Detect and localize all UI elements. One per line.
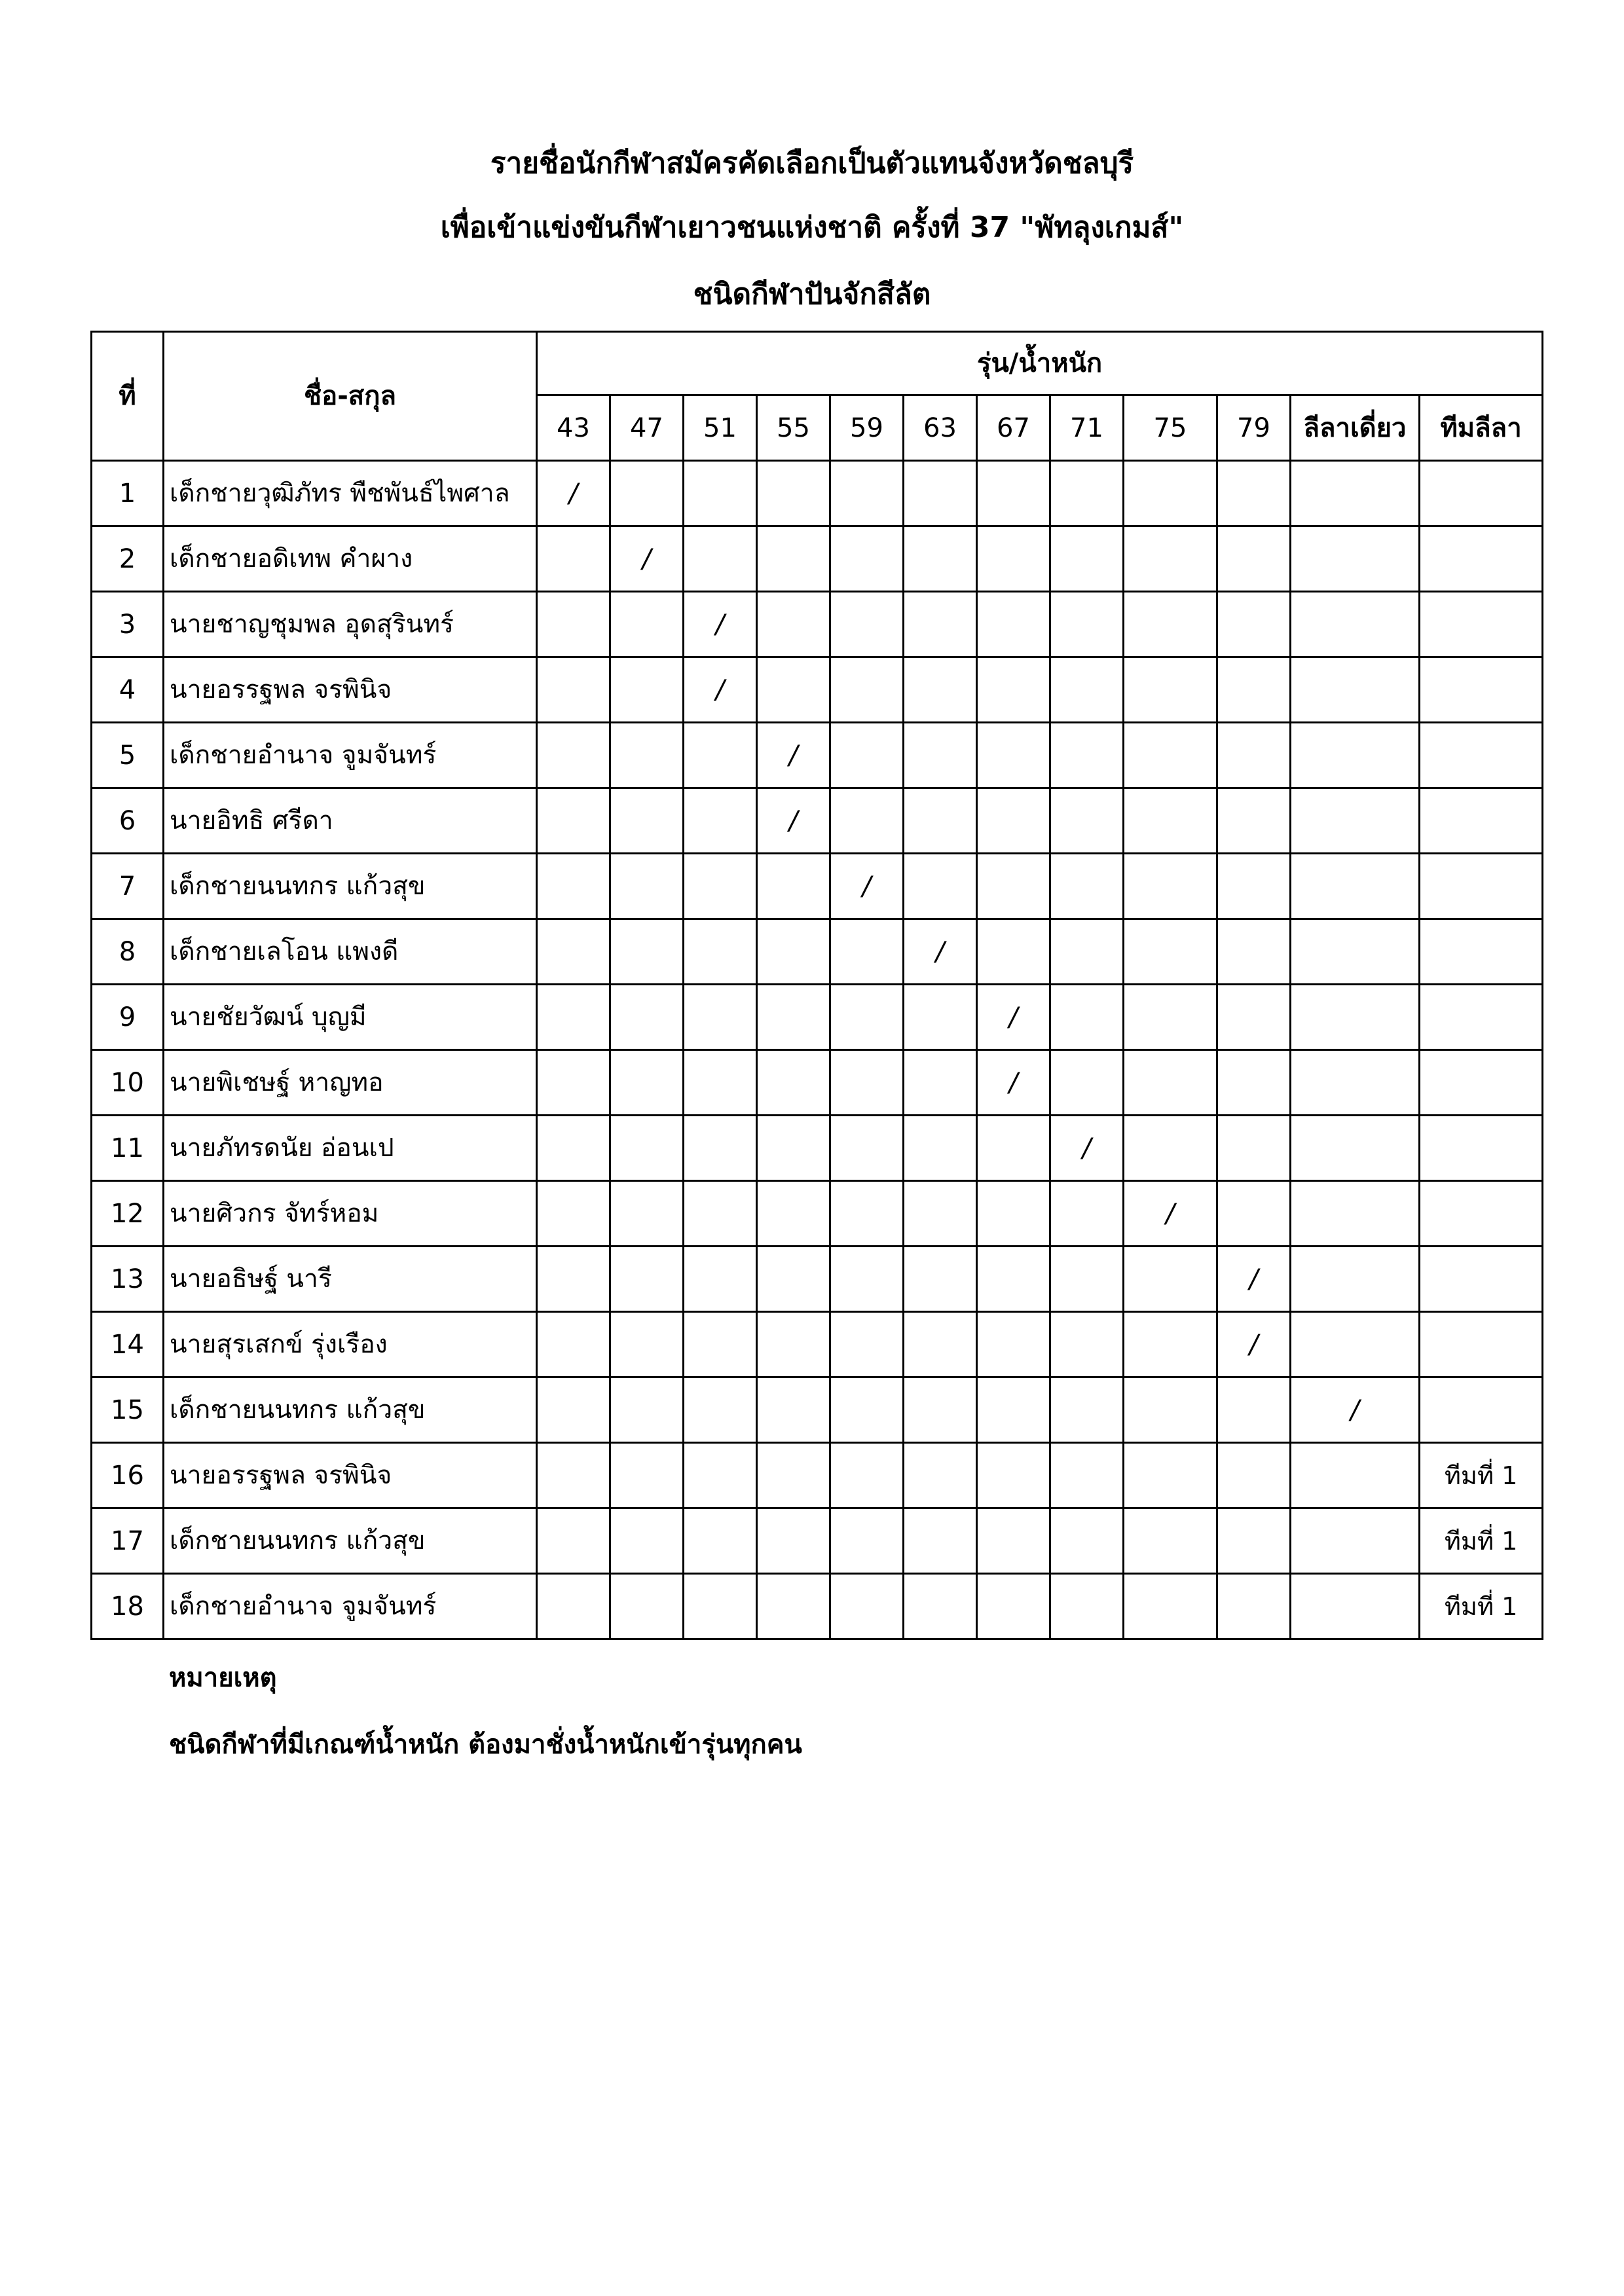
table-row — [92, 854, 1543, 919]
empty-cell — [904, 1050, 977, 1116]
empty-cell — [537, 1312, 610, 1377]
empty-cell — [1420, 1050, 1543, 1116]
class-check-mark: / — [830, 854, 904, 919]
empty-cell — [1217, 788, 1291, 854]
empty-cell — [977, 1116, 1050, 1181]
athlete-name: นายอธิษฐ์ นารี — [164, 1247, 537, 1312]
empty-cell — [1050, 1508, 1124, 1574]
empty-cell — [904, 985, 977, 1050]
header-class: 79 — [1217, 395, 1291, 461]
athlete-name: เด็กชายอำนาจ จูมจันทร์ — [164, 1574, 537, 1639]
notes-heading: หมายเหตุ — [169, 1663, 277, 1693]
empty-cell — [1291, 854, 1420, 919]
row-number: 17 — [92, 1508, 164, 1574]
athlete-name: เด็กชายอำนาจ จูมจันทร์ — [164, 723, 537, 788]
empty-cell — [1420, 526, 1543, 592]
empty-cell — [537, 854, 610, 919]
empty-cell — [1217, 1377, 1291, 1443]
empty-cell — [1217, 854, 1291, 919]
empty-cell — [610, 1443, 684, 1508]
empty-cell — [977, 592, 1050, 657]
class-check-mark: / — [1217, 1247, 1291, 1312]
empty-cell — [1050, 788, 1124, 854]
empty-cell — [1050, 1377, 1124, 1443]
empty-cell — [610, 1312, 684, 1377]
table-row — [92, 592, 1543, 657]
class-check-mark: / — [757, 788, 830, 854]
empty-cell — [977, 723, 1050, 788]
empty-cell — [757, 1116, 830, 1181]
table-row — [92, 1050, 1543, 1116]
empty-cell — [537, 1377, 610, 1443]
header-weight-class-group: รุ่น/น้ำหนัก — [537, 332, 1543, 395]
empty-cell — [1420, 985, 1543, 1050]
empty-cell — [904, 1574, 977, 1639]
empty-cell — [1291, 1050, 1420, 1116]
table-row — [92, 1508, 1543, 1574]
table-row — [92, 526, 1543, 592]
empty-cell — [1124, 1247, 1217, 1312]
empty-cell — [684, 1247, 757, 1312]
empty-cell — [684, 854, 757, 919]
empty-cell — [610, 461, 684, 526]
empty-cell — [537, 1050, 610, 1116]
row-number: 2 — [92, 526, 164, 592]
class-check-mark: / — [1050, 1116, 1124, 1181]
empty-cell — [1217, 1116, 1291, 1181]
athlete-name: นายพิเชษฐ์ หาญทอ — [164, 1050, 537, 1116]
empty-cell — [1124, 1050, 1217, 1116]
header-class: 59 — [830, 395, 904, 461]
empty-cell — [830, 526, 904, 592]
empty-cell — [537, 985, 610, 1050]
empty-cell — [1291, 1312, 1420, 1377]
empty-cell — [977, 461, 1050, 526]
empty-cell — [684, 1508, 757, 1574]
empty-cell — [977, 1443, 1050, 1508]
class-check-mark: / — [537, 461, 610, 526]
empty-cell — [757, 1508, 830, 1574]
header-class: 43 — [537, 395, 610, 461]
empty-cell — [1124, 1312, 1217, 1377]
empty-cell — [830, 1050, 904, 1116]
empty-cell — [684, 1050, 757, 1116]
empty-cell — [757, 1443, 830, 1508]
empty-cell — [830, 919, 904, 985]
empty-cell — [537, 919, 610, 985]
empty-cell — [1050, 657, 1124, 723]
empty-cell — [830, 1443, 904, 1508]
class-check-mark: / — [1217, 1312, 1291, 1377]
empty-cell — [977, 1312, 1050, 1377]
empty-cell — [610, 1508, 684, 1574]
team-assignment: ทีมที่ 1 — [1420, 1508, 1543, 1574]
header-class: ทีมลีลา — [1420, 395, 1543, 461]
empty-cell — [904, 592, 977, 657]
empty-cell — [977, 788, 1050, 854]
empty-cell — [1217, 1443, 1291, 1508]
empty-cell — [610, 723, 684, 788]
empty-cell — [1217, 461, 1291, 526]
header-class: 75 — [1124, 395, 1217, 461]
row-number: 7 — [92, 854, 164, 919]
empty-cell — [1420, 657, 1543, 723]
table-row — [92, 1116, 1543, 1181]
athlete-name: นายอรรฐพล จรพินิจ — [164, 1443, 537, 1508]
empty-cell — [904, 461, 977, 526]
empty-cell — [537, 592, 610, 657]
empty-cell — [684, 919, 757, 985]
empty-cell — [757, 1312, 830, 1377]
row-number: 6 — [92, 788, 164, 854]
empty-cell — [1420, 461, 1543, 526]
empty-cell — [757, 1247, 830, 1312]
empty-cell — [610, 1050, 684, 1116]
empty-cell — [1420, 1116, 1543, 1181]
empty-cell — [1420, 919, 1543, 985]
header-name: ชื่อ-สกุล — [164, 332, 537, 461]
empty-cell — [1420, 592, 1543, 657]
empty-cell — [1050, 985, 1124, 1050]
class-check-mark: / — [977, 1050, 1050, 1116]
empty-cell — [904, 1247, 977, 1312]
empty-cell — [1217, 1508, 1291, 1574]
empty-cell — [1420, 1312, 1543, 1377]
empty-cell — [830, 723, 904, 788]
empty-cell — [1291, 1443, 1420, 1508]
empty-cell — [610, 1377, 684, 1443]
roster-body — [92, 461, 1543, 1639]
class-check-mark: / — [757, 723, 830, 788]
row-number: 9 — [92, 985, 164, 1050]
empty-cell — [1291, 1574, 1420, 1639]
class-check-mark: / — [684, 657, 757, 723]
empty-cell — [1050, 526, 1124, 592]
empty-cell — [684, 526, 757, 592]
empty-cell — [684, 461, 757, 526]
row-number: 13 — [92, 1247, 164, 1312]
row-number: 8 — [92, 919, 164, 985]
row-number: 4 — [92, 657, 164, 723]
row-number: 18 — [92, 1574, 164, 1639]
empty-cell — [1217, 592, 1291, 657]
empty-cell — [684, 788, 757, 854]
empty-cell — [904, 1116, 977, 1181]
empty-cell — [1420, 788, 1543, 854]
empty-cell — [1291, 1508, 1420, 1574]
empty-cell — [1217, 919, 1291, 985]
empty-cell — [1124, 919, 1217, 985]
row-number: 16 — [92, 1443, 164, 1508]
empty-cell — [1050, 1050, 1124, 1116]
empty-cell — [977, 854, 1050, 919]
empty-cell — [1217, 526, 1291, 592]
empty-cell — [610, 657, 684, 723]
empty-cell — [1124, 592, 1217, 657]
empty-cell — [1124, 1508, 1217, 1574]
empty-cell — [1050, 1574, 1124, 1639]
empty-cell — [1124, 1116, 1217, 1181]
empty-cell — [757, 1574, 830, 1639]
athlete-name: นายสุรเสกข์ รุ่งเรือง — [164, 1312, 537, 1377]
sport-type-heading: ชนิดกีฬาปันจักสีลัต — [693, 278, 931, 311]
empty-cell — [977, 1247, 1050, 1312]
empty-cell — [1291, 1116, 1420, 1181]
empty-cell — [904, 723, 977, 788]
empty-cell — [830, 592, 904, 657]
empty-cell — [1420, 1247, 1543, 1312]
empty-cell — [1217, 723, 1291, 788]
table-row — [92, 657, 1543, 723]
table-row — [92, 919, 1543, 985]
empty-cell — [684, 985, 757, 1050]
empty-cell — [757, 657, 830, 723]
table-row — [92, 723, 1543, 788]
empty-cell — [904, 1443, 977, 1508]
empty-cell — [1217, 657, 1291, 723]
empty-cell — [1050, 1181, 1124, 1247]
table-row — [92, 461, 1543, 526]
empty-cell — [977, 657, 1050, 723]
empty-cell — [904, 1312, 977, 1377]
empty-cell — [830, 1181, 904, 1247]
table-row — [92, 1181, 1543, 1247]
empty-cell — [610, 985, 684, 1050]
empty-cell — [1291, 461, 1420, 526]
empty-cell — [537, 657, 610, 723]
document-title: รายชื่อนักกีฬาสมัครคัดเลือกเป็นตัวแทนจังหวัดชลบุรี — [490, 147, 1134, 180]
empty-cell — [830, 985, 904, 1050]
athlete-name: นายอิทธิ ศรีดา — [164, 788, 537, 854]
header-no: ที่ — [92, 332, 164, 461]
empty-cell — [757, 985, 830, 1050]
empty-cell — [1124, 461, 1217, 526]
empty-cell — [537, 1116, 610, 1181]
empty-cell — [757, 526, 830, 592]
athlete-name: เด็กชายนนทกร แก้วสุข — [164, 1377, 537, 1443]
empty-cell — [1217, 1574, 1291, 1639]
header-class: 67 — [977, 395, 1050, 461]
empty-cell — [1291, 919, 1420, 985]
athlete-name: นายศิวกร จัทร์หอม — [164, 1181, 537, 1247]
empty-cell — [830, 1508, 904, 1574]
empty-cell — [610, 1247, 684, 1312]
empty-cell — [904, 657, 977, 723]
empty-cell — [537, 788, 610, 854]
athlete-name: เด็กชายอดิเทพ คำผาง — [164, 526, 537, 592]
row-number: 11 — [92, 1116, 164, 1181]
class-check-mark: / — [684, 592, 757, 657]
empty-cell — [1420, 854, 1543, 919]
empty-cell — [610, 788, 684, 854]
table-row — [92, 985, 1543, 1050]
table-row — [92, 1377, 1543, 1443]
table-row — [92, 1247, 1543, 1312]
empty-cell — [1291, 1181, 1420, 1247]
empty-cell — [610, 1181, 684, 1247]
empty-cell — [1050, 1312, 1124, 1377]
empty-cell — [1291, 1247, 1420, 1312]
athlete-name: เด็กชายนนทกร แก้วสุข — [164, 1508, 537, 1574]
empty-cell — [1124, 1377, 1217, 1443]
empty-cell — [977, 1508, 1050, 1574]
empty-cell — [757, 1050, 830, 1116]
athlete-name: นายภัทรดนัย อ่อนเป — [164, 1116, 537, 1181]
empty-cell — [1124, 1443, 1217, 1508]
empty-cell — [537, 1443, 610, 1508]
empty-cell — [757, 1377, 830, 1443]
header-class: 63 — [904, 395, 977, 461]
empty-cell — [1124, 788, 1217, 854]
table-row — [92, 1312, 1543, 1377]
row-number: 3 — [92, 592, 164, 657]
team-assignment: ทีมที่ 1 — [1420, 1574, 1543, 1639]
empty-cell — [1420, 723, 1543, 788]
empty-cell — [684, 1116, 757, 1181]
empty-cell — [1291, 985, 1420, 1050]
empty-cell — [757, 854, 830, 919]
empty-cell — [1291, 788, 1420, 854]
row-number: 5 — [92, 723, 164, 788]
empty-cell — [1050, 919, 1124, 985]
class-check-mark: / — [904, 919, 977, 985]
class-check-mark: / — [1291, 1377, 1420, 1443]
row-number: 12 — [92, 1181, 164, 1247]
header-class: 51 — [684, 395, 757, 461]
empty-cell — [1050, 1247, 1124, 1312]
empty-cell — [977, 1377, 1050, 1443]
empty-cell — [757, 1181, 830, 1247]
empty-cell — [1291, 657, 1420, 723]
empty-cell — [757, 461, 830, 526]
empty-cell — [830, 461, 904, 526]
row-number: 10 — [92, 1050, 164, 1116]
empty-cell — [904, 1181, 977, 1247]
empty-cell — [537, 1181, 610, 1247]
empty-cell — [904, 1377, 977, 1443]
empty-cell — [684, 1181, 757, 1247]
empty-cell — [1124, 657, 1217, 723]
row-number: 1 — [92, 461, 164, 526]
empty-cell — [904, 526, 977, 592]
empty-cell — [610, 1574, 684, 1639]
empty-cell — [977, 1181, 1050, 1247]
header-class: 47 — [610, 395, 684, 461]
empty-cell — [830, 1247, 904, 1312]
empty-cell — [1217, 985, 1291, 1050]
empty-cell — [1050, 461, 1124, 526]
empty-cell — [1124, 723, 1217, 788]
empty-cell — [830, 657, 904, 723]
empty-cell — [830, 1377, 904, 1443]
empty-cell — [830, 1116, 904, 1181]
class-check-mark: / — [1124, 1181, 1217, 1247]
empty-cell — [830, 1574, 904, 1639]
empty-cell — [1291, 592, 1420, 657]
empty-cell — [830, 1312, 904, 1377]
empty-cell — [977, 526, 1050, 592]
table-row — [92, 1574, 1543, 1639]
empty-cell — [610, 919, 684, 985]
empty-cell — [1124, 985, 1217, 1050]
header-class: 55 — [757, 395, 830, 461]
empty-cell — [1217, 1050, 1291, 1116]
team-assignment: ทีมที่ 1 — [1420, 1443, 1543, 1508]
empty-cell — [1124, 854, 1217, 919]
header-class: ลีลาเดี่ยว — [1291, 395, 1420, 461]
empty-cell — [610, 592, 684, 657]
empty-cell — [904, 1508, 977, 1574]
athlete-roster-table — [90, 331, 1543, 1640]
empty-cell — [1124, 526, 1217, 592]
empty-cell — [1124, 1574, 1217, 1639]
empty-cell — [537, 1508, 610, 1574]
empty-cell — [977, 919, 1050, 985]
empty-cell — [610, 854, 684, 919]
notes-text: ชนิดกีฬาที่มีเกณฑ์น้ำหนัก ต้องมาชั่งน้ำหนักเข้ารุ่นทุกคน — [169, 1730, 802, 1760]
document-subtitle: เพื่อเข้าแข่งขันกีฬาเยาวชนแห่งชาติ ครั้งที่ 37 "พัทลุงเกมส์" — [440, 211, 1184, 244]
table-row — [92, 1443, 1543, 1508]
athlete-name: นายชาญชุมพล อุดสุรินทร์ — [164, 592, 537, 657]
empty-cell — [1050, 854, 1124, 919]
empty-cell — [904, 788, 977, 854]
empty-cell — [1291, 526, 1420, 592]
table-row — [92, 788, 1543, 854]
empty-cell — [610, 1116, 684, 1181]
athlete-name: เด็กชายวุฒิภัทร พืชพันธ์ไพศาล — [164, 461, 537, 526]
row-number: 14 — [92, 1312, 164, 1377]
empty-cell — [537, 1247, 610, 1312]
athlete-name: นายอรรฐพล จรพินิจ — [164, 657, 537, 723]
empty-cell — [684, 1443, 757, 1508]
empty-cell — [904, 854, 977, 919]
empty-cell — [1217, 1181, 1291, 1247]
class-check-mark: / — [977, 985, 1050, 1050]
empty-cell — [757, 919, 830, 985]
empty-cell — [684, 1377, 757, 1443]
empty-cell — [1420, 1377, 1543, 1443]
empty-cell — [537, 1574, 610, 1639]
header-class: 71 — [1050, 395, 1124, 461]
empty-cell — [1050, 592, 1124, 657]
empty-cell — [1420, 1181, 1543, 1247]
empty-cell — [830, 788, 904, 854]
athlete-name: นายชัยวัฒน์ บุญมี — [164, 985, 537, 1050]
empty-cell — [684, 723, 757, 788]
row-number: 15 — [92, 1377, 164, 1443]
empty-cell — [537, 526, 610, 592]
empty-cell — [537, 723, 610, 788]
empty-cell — [1291, 723, 1420, 788]
athlete-name: เด็กชายเลโอน แพงดี — [164, 919, 537, 985]
athlete-name: เด็กชายนนทกร แก้วสุข — [164, 854, 537, 919]
class-check-mark: / — [610, 526, 684, 592]
empty-cell — [684, 1312, 757, 1377]
empty-cell — [757, 592, 830, 657]
empty-cell — [1050, 1443, 1124, 1508]
empty-cell — [1050, 723, 1124, 788]
empty-cell — [977, 1574, 1050, 1639]
empty-cell — [684, 1574, 757, 1639]
